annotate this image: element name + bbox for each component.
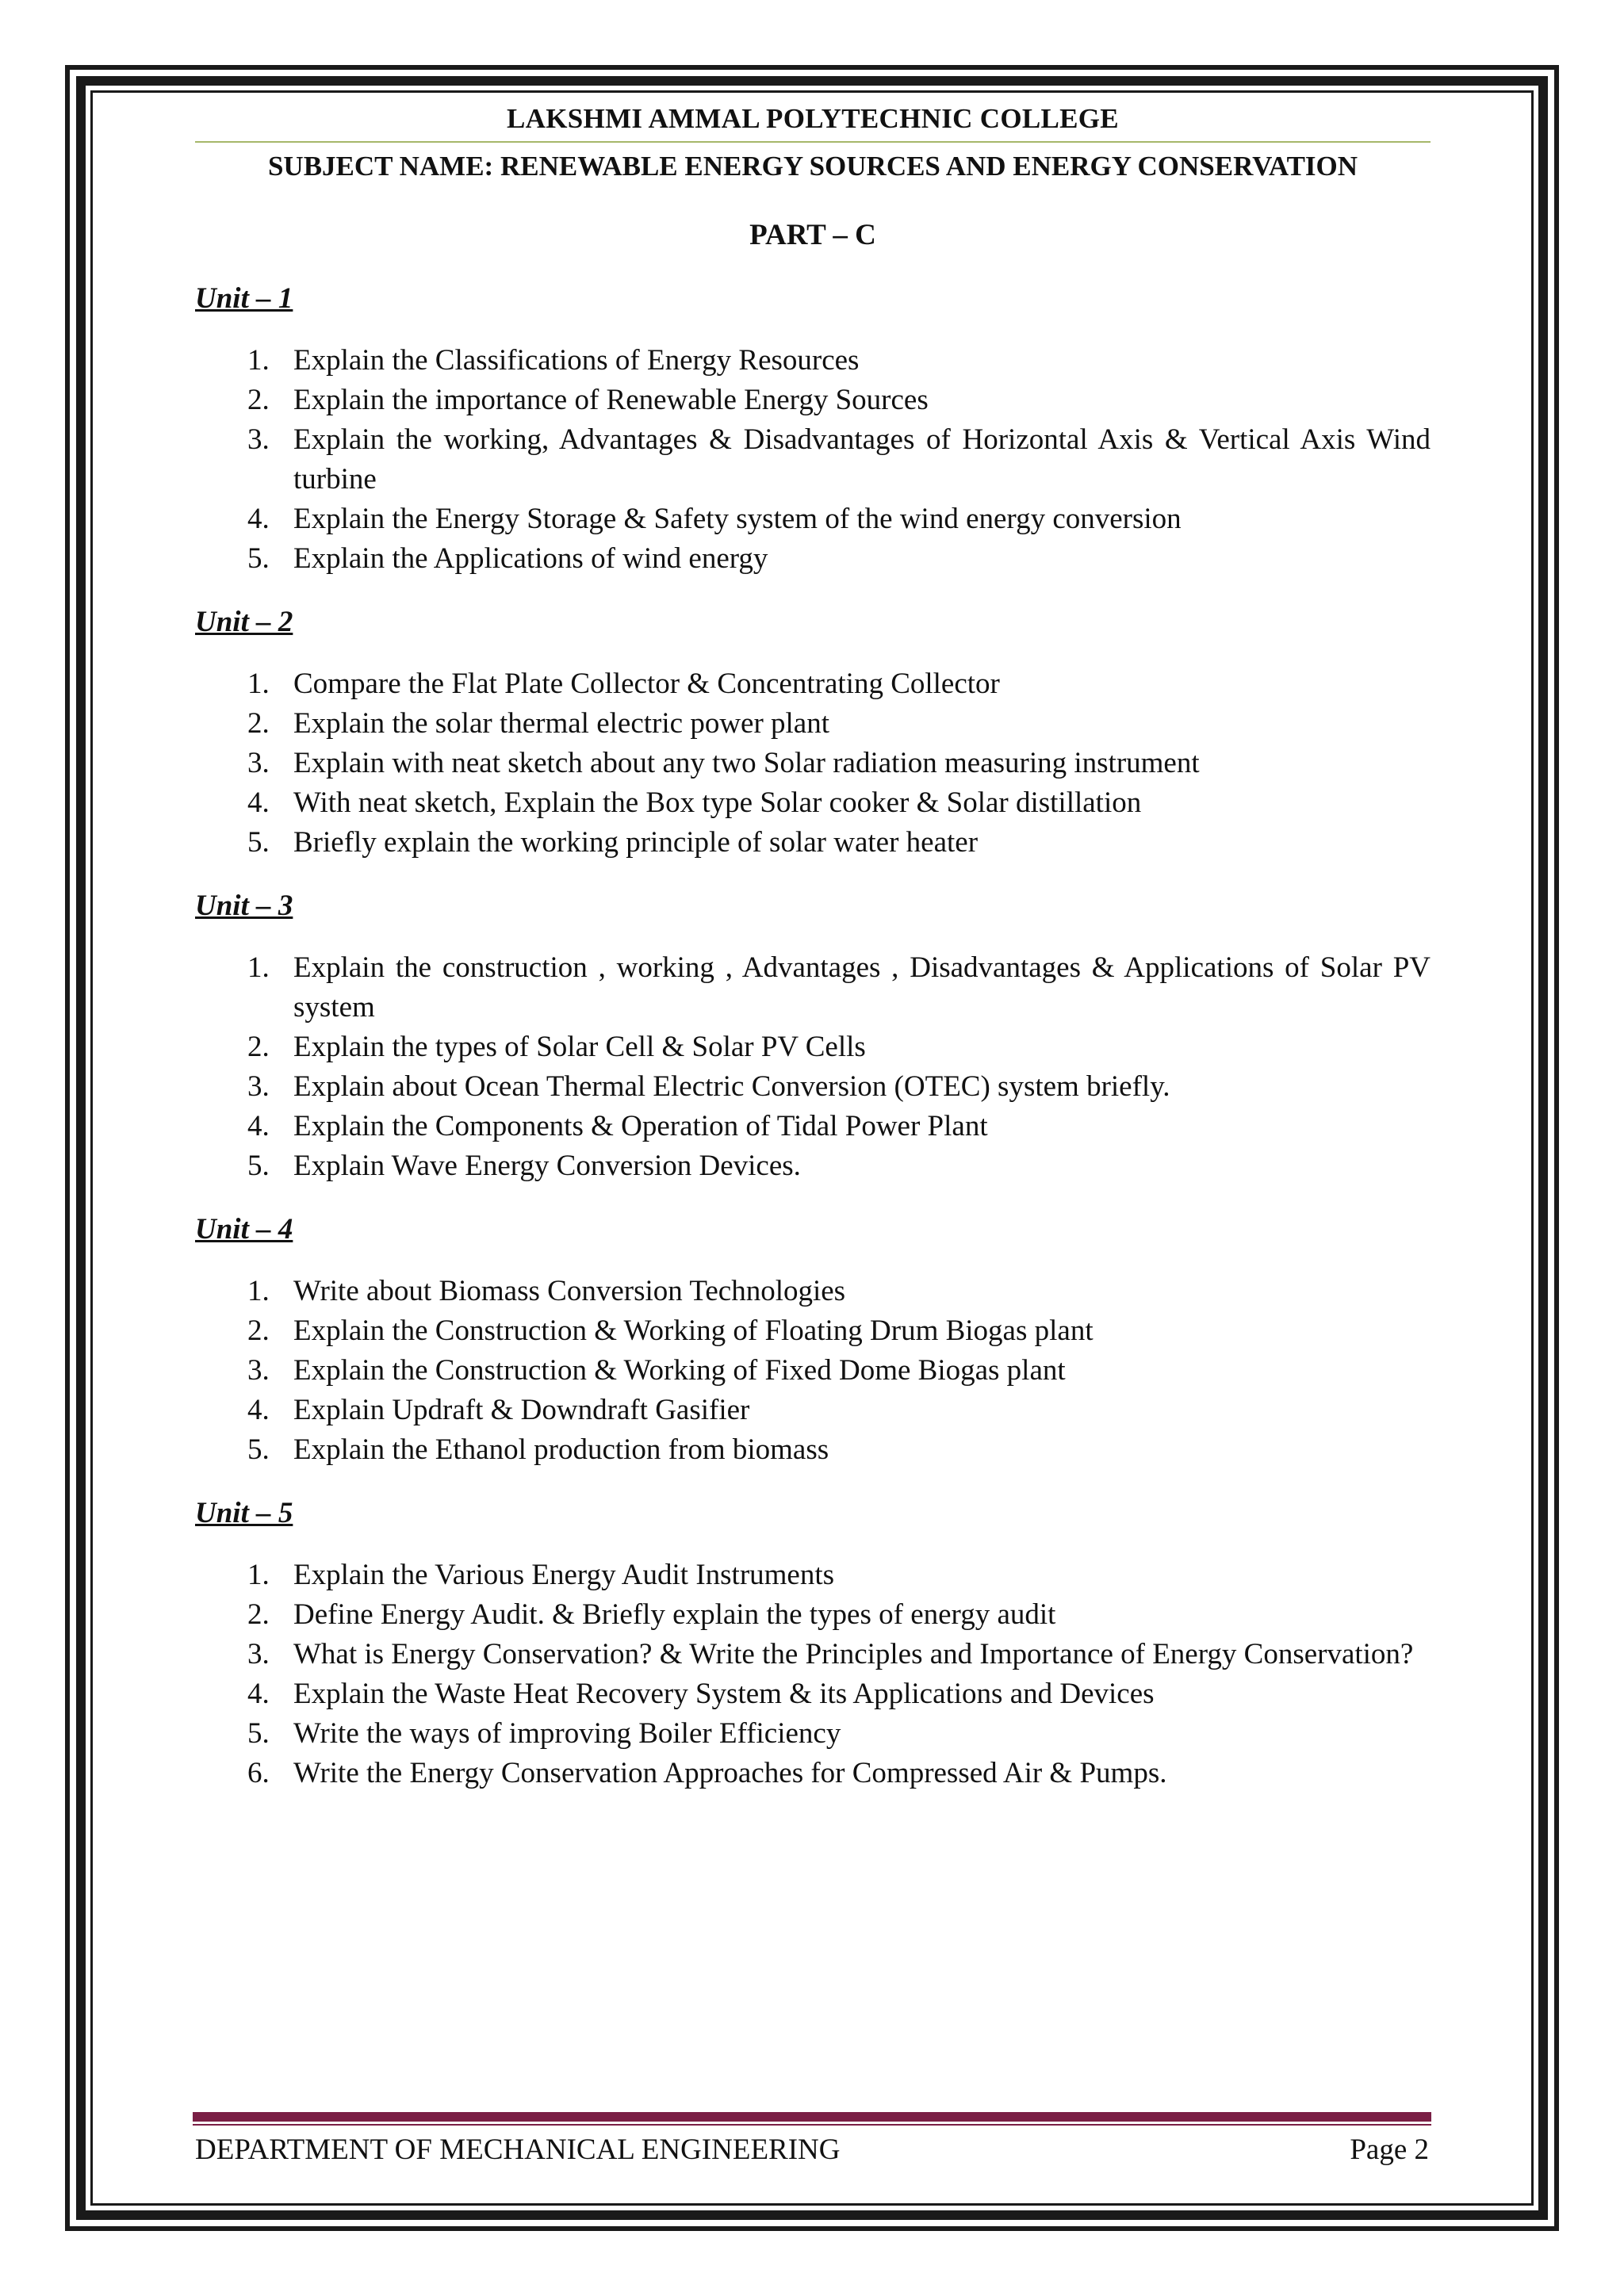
question-number: 2. [247, 1598, 270, 1631]
question-number: 4. [247, 786, 270, 819]
footer-divider [193, 2112, 1431, 2122]
question-text: Explain the Construction & Working of Floating Drum Biogas plant [293, 1314, 1094, 1347]
question-number: 5. [247, 542, 270, 575]
question-number: 3. [247, 1070, 270, 1103]
question-item [195, 1430, 1431, 1470]
question-item [195, 1311, 1431, 1351]
question-number: 3. [247, 1638, 270, 1670]
unit-heading: Unit – 3 [195, 890, 293, 922]
question-number: 2. [247, 707, 270, 740]
unit-section-4 [195, 1210, 1431, 1470]
question-text: Explain Updraft & Downdraft Gasifier [293, 1394, 750, 1426]
question-number: 1. [247, 344, 270, 377]
question-item [195, 1714, 1431, 1754]
unit-heading: Unit – 2 [195, 606, 293, 638]
question-text: Explain the Ethanol production from biomass [293, 1433, 829, 1466]
question-item [195, 1272, 1431, 1311]
question-item [195, 1556, 1431, 1595]
question-item [195, 1391, 1431, 1430]
unit-section-3 [195, 886, 1431, 1186]
footer-department: DEPARTMENT OF MECHANICAL ENGINEERING [195, 2133, 841, 2166]
question-list [195, 1556, 1431, 1793]
question-list [195, 341, 1431, 579]
question-item [195, 1146, 1431, 1186]
question-item [195, 420, 1431, 499]
question-text: Explain with neat sketch about any two Solar radiation measuring instrument [293, 747, 1200, 779]
question-text: What is Energy Conservation? & Write the Principles and Importance of Energy Conservation? [293, 1638, 1414, 1670]
question-item [195, 783, 1431, 823]
question-text: Explain the working, Advantages & Disadvantages of Horizontal Axis & Vertical Axis Wind turbine [293, 423, 1431, 496]
question-item [195, 539, 1431, 579]
college-name: LAKSHMI AMMAL POLYTECHNIC COLLEGE [507, 103, 1119, 134]
unit-section-5 [195, 1494, 1431, 1793]
subject-name: SUBJECT NAME: RENEWABLE ENERGY SOURCES AND ENERGY CONSERVATION [267, 151, 1358, 182]
question-text: Write about Biomass Conversion Technologies [293, 1275, 846, 1307]
question-number: 5. [247, 1433, 270, 1466]
question-item [195, 1027, 1431, 1067]
question-text: Explain the Classifications of Energy Resources [293, 344, 860, 377]
question-number: 4. [247, 1110, 270, 1142]
question-item [195, 744, 1431, 783]
question-list [195, 1272, 1431, 1470]
question-number: 4. [247, 1678, 270, 1710]
question-number: 5. [247, 1150, 270, 1182]
question-text: With neat sketch, Explain the Box type Solar cooker & Solar distillation [293, 786, 1142, 819]
question-text: Define Energy Audit. & Briefly explain the types of energy audit [293, 1598, 1056, 1631]
question-text: Explain the Applications of wind energy [293, 542, 768, 575]
question-text: Explain the Energy Storage & Safety system of the wind energy conversion [293, 503, 1182, 535]
question-number: 3. [247, 1354, 270, 1387]
question-text: Write the Energy Conservation Approaches for Compressed Air & Pumps. [293, 1757, 1167, 1789]
question-text: Explain the solar thermal electric power plant [293, 707, 830, 740]
question-number: 2. [247, 1031, 270, 1063]
unit-section-2 [195, 603, 1431, 863]
question-number: 3. [247, 747, 270, 779]
question-item [195, 664, 1431, 704]
question-item [195, 1107, 1431, 1146]
question-item [195, 1635, 1431, 1674]
question-item [195, 823, 1431, 863]
question-item [195, 1754, 1431, 1793]
part-title: PART – C [749, 219, 876, 251]
header-divider [195, 141, 1431, 143]
units-container [195, 279, 1431, 1793]
question-number: 1. [247, 951, 270, 984]
question-item [195, 1595, 1431, 1635]
question-item [195, 948, 1431, 1027]
question-item [195, 1351, 1431, 1391]
question-number: 2. [247, 1314, 270, 1347]
question-item [195, 704, 1431, 744]
question-number: 4. [247, 503, 270, 535]
question-text: Explain the Construction & Working of Fixed Dome Biogas plant [293, 1354, 1066, 1387]
question-number: 1. [247, 668, 270, 700]
question-text: Explain the importance of Renewable Energy Sources [293, 384, 929, 416]
unit-heading: Unit – 1 [195, 282, 293, 315]
question-text: Explain the types of Solar Cell & Solar PV Cells [293, 1031, 866, 1063]
question-list [195, 948, 1431, 1186]
question-text: Explain about Ocean Thermal Electric Conversion (OTEC) system briefly. [293, 1070, 1170, 1103]
question-number: 1. [247, 1559, 270, 1591]
question-number: 5. [247, 1717, 270, 1750]
question-number: 1. [247, 1275, 270, 1307]
question-text: Briefly explain the working principle of solar water heater [293, 826, 979, 859]
question-item [195, 499, 1431, 539]
footer-page-number: Page 2 [1350, 2133, 1429, 2166]
question-text: Explain the construction , working , Advantages , Disadvantages & Applications of Solar PV system [293, 951, 1431, 1024]
question-item [195, 1067, 1431, 1107]
question-item [195, 381, 1431, 420]
question-item [195, 341, 1431, 381]
question-text: Write the ways of improving Boiler Efficiency [293, 1717, 841, 1750]
question-text: Explain the Waste Heat Recovery System & its Applications and Devices [293, 1678, 1155, 1710]
question-text: Explain Wave Energy Conversion Devices. [293, 1150, 801, 1182]
question-number: 5. [247, 826, 270, 859]
footer-divider-thin [193, 2124, 1431, 2126]
question-number: 3. [247, 423, 270, 456]
unit-heading: Unit – 4 [195, 1213, 293, 1246]
question-number: 4. [247, 1394, 270, 1426]
question-number: 6. [247, 1757, 270, 1789]
unit-section-1 [195, 279, 1431, 579]
question-text: Explain the Components & Operation of Tidal Power Plant [293, 1110, 988, 1142]
question-list [195, 664, 1431, 863]
unit-heading: Unit – 5 [195, 1497, 293, 1529]
page-content [195, 94, 1431, 1793]
question-text: Explain the Various Energy Audit Instruments [293, 1559, 835, 1591]
question-text: Compare the Flat Plate Collector & Concentrating Collector [293, 668, 1000, 700]
question-number: 2. [247, 384, 270, 416]
question-item [195, 1674, 1431, 1714]
